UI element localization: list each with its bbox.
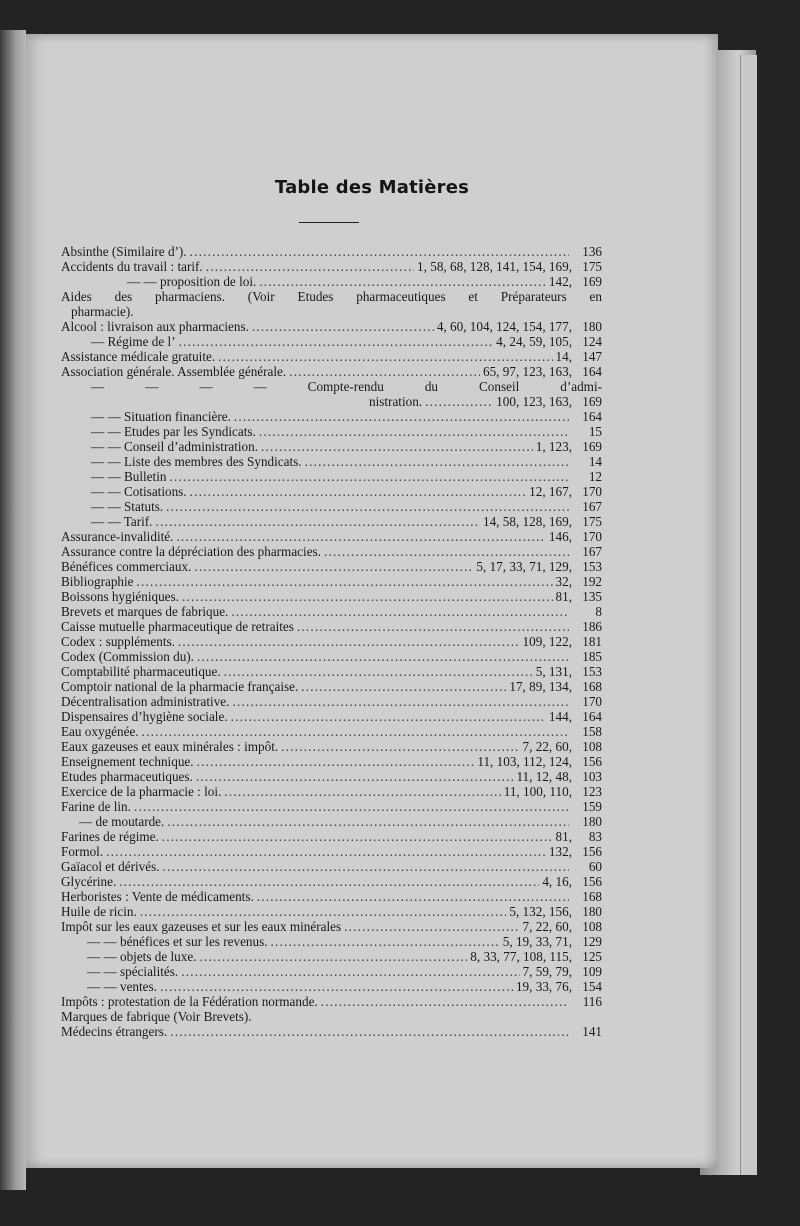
toc-entry-label: — — Etudes par les Syndicats. [91, 424, 256, 439]
toc-entry-last-page: 14 [588, 454, 602, 469]
toc-entry [61, 529, 602, 544]
toc-entry-label: Bibliographie [61, 574, 134, 589]
leader-dots [425, 394, 493, 409]
toc-entry [61, 274, 602, 289]
leader-dots [257, 889, 569, 904]
toc-entry [61, 499, 602, 514]
toc-entry-last-page: 141 [582, 1024, 602, 1039]
toc-entry [61, 814, 602, 829]
toc-entry-label: Dispensaires d’hygiène sociale. [61, 709, 228, 724]
leader-dots [234, 409, 569, 424]
toc-entry [61, 694, 602, 709]
toc-entry-last-page: 135 [582, 589, 602, 604]
leader-dots [324, 544, 569, 559]
toc-entry [61, 799, 602, 814]
toc-entry-label: nistration. [369, 394, 423, 409]
toc-entry-last-page: 192 [582, 574, 602, 589]
toc-entry-pages: 11, 100, 110, [503, 784, 572, 799]
toc-entry-last-page: 60 [588, 859, 602, 874]
leader-dots [197, 649, 569, 664]
toc-entry-last-page: 175 [582, 514, 602, 529]
toc-entry-pages: 109, 122, [522, 634, 572, 649]
toc-entry-label: — — Situation financière. [91, 409, 231, 424]
toc-entry-label: Médecins étrangers. [61, 1024, 168, 1039]
toc-entry-label: Impôts : protestation de la Fédération normande. [61, 994, 318, 1009]
toc-entry-last-page: 167 [582, 544, 602, 559]
toc-entry-label: Herboristes : Vente de médicaments. [61, 889, 254, 904]
toc-entry-last-page: 158 [582, 724, 602, 739]
toc-entry [61, 874, 602, 889]
toc-entry-last-page: 129 [582, 934, 602, 949]
toc-entry [61, 979, 602, 994]
toc-entry-label: Aides des pharmaciens. (Voir Etudes pharmaceutiques et Préparateurs en [61, 289, 602, 304]
toc-entry-pages: 5, 19, 33, 71, [502, 934, 572, 949]
toc-entry-label: Codex : suppléments. [61, 634, 175, 649]
toc-entry-label: — — — — Compte-rendu du Conseil d’admi- [91, 379, 602, 394]
toc-entry-pages: 4, 24, 59, 105, [496, 334, 572, 349]
toc-entry-last-page: 164 [582, 709, 602, 724]
leader-dots [224, 784, 500, 799]
toc-entry-last-page: 109 [582, 964, 602, 979]
toc-entry-label: Caisse mutuelle pharmaceutique de retraites [61, 619, 294, 634]
toc-entry-last-page: 170 [582, 484, 602, 499]
leader-dots [232, 694, 569, 709]
toc-entry-last-page: 180 [582, 319, 602, 334]
toc-entry [61, 709, 602, 724]
left-page-edge [0, 30, 26, 1190]
title-rule [299, 222, 359, 223]
toc-entry-pages: 5, 17, 33, 71, 129, [476, 559, 572, 574]
toc-entry-label: Etudes pharmaceutiques. [61, 769, 193, 784]
toc-entry-label: Accidents du travail : tarif. [61, 259, 203, 274]
toc-entry-last-page: 156 [582, 754, 602, 769]
toc-entry-label: Brevets et marques de fabrique. [61, 604, 229, 619]
toc-entry [61, 349, 602, 364]
leader-dots [137, 574, 553, 589]
leader-dots [176, 529, 545, 544]
toc-entry-last-page: 167 [582, 499, 602, 514]
toc-entry [61, 259, 602, 274]
toc-entry [61, 364, 602, 379]
toc-entry-last-page: 164 [582, 409, 602, 424]
toc-entry-last-page: 180 [582, 814, 602, 829]
leader-dots [160, 979, 513, 994]
leader-dots [181, 964, 519, 979]
toc-entry-label: Assurance-invalidité. [61, 529, 174, 544]
toc-entry-pages: 4, 60, 104, 124, 154, 177, [436, 319, 572, 334]
book-page [26, 34, 718, 1168]
leader-dots [167, 814, 569, 829]
toc-entry-last-page: 185 [582, 649, 602, 664]
toc-entry [61, 454, 602, 469]
toc-entry-pages: 5, 132, 156, [509, 904, 572, 919]
toc-entry-last-page: 154 [582, 979, 602, 994]
toc-entry [61, 679, 602, 694]
toc-entry [61, 919, 602, 934]
toc-entry-last-page: 175 [582, 259, 602, 274]
toc-entry-pages: 1, 123, [535, 439, 572, 454]
toc-entry-label: — — Cotisations. [91, 484, 187, 499]
leader-dots [259, 424, 569, 439]
toc-entry [61, 379, 602, 394]
toc-entry-pages: 11, 12, 48, [516, 769, 572, 784]
toc-entry [61, 604, 602, 619]
toc-entry-label: — — Statuts. [91, 499, 164, 514]
toc-entry-label: Marques de fabrique (Voir Brevets). [61, 1009, 252, 1024]
toc-entry [61, 589, 602, 604]
toc-entry-last-page: 186 [582, 619, 602, 634]
toc-entry-label: Bénéfices commerciaux. [61, 559, 192, 574]
leader-dots [190, 484, 527, 499]
toc-entry-label: Décentralisation administrative. [61, 694, 230, 709]
toc-entry-last-page: 12 [588, 469, 602, 484]
leader-dots [259, 274, 546, 289]
toc-entry-label: Absinthe (Similaire d’). [61, 244, 187, 259]
toc-entry-pages: 8, 33, 77, 108, 115, [470, 949, 572, 964]
leader-dots [344, 919, 519, 934]
toc-entry-last-page: 8 [595, 604, 602, 619]
toc-entry-last-page: 153 [582, 559, 602, 574]
toc-entry-last-page: 103 [582, 769, 602, 784]
toc-entry-label: Enseignement technique. [61, 754, 194, 769]
toc-entry-last-page: 153 [582, 664, 602, 679]
toc-entry [61, 994, 602, 1009]
table-of-contents [61, 244, 602, 1039]
toc-entry [61, 439, 602, 454]
toc-entry-pages: 146, [548, 529, 572, 544]
toc-entry [61, 754, 602, 769]
toc-entry [61, 949, 602, 964]
page-title: Table des Matières [274, 177, 470, 198]
toc-entry-pages: 132, [548, 844, 572, 859]
toc-entry-pages: 4, 16, [542, 874, 572, 889]
toc-entry-last-page: 180 [582, 904, 602, 919]
toc-entry [61, 544, 602, 559]
toc-entry-label: — — ventes. [87, 979, 157, 994]
toc-entry [61, 769, 602, 784]
toc-entry [61, 289, 602, 304]
leader-dots [170, 1024, 569, 1039]
toc-entry [61, 244, 602, 259]
toc-entry-pages: 7, 22, 60, [522, 919, 572, 934]
toc-entry-label: Huile de ricin. [61, 904, 137, 919]
toc-entry-pages: 19, 33, 76, [515, 979, 572, 994]
leader-dots [218, 349, 552, 364]
toc-entry-last-page: 170 [582, 529, 602, 544]
toc-entry [61, 334, 602, 349]
toc-entry [61, 574, 602, 589]
toc-entry [61, 394, 602, 409]
leader-dots [196, 769, 514, 784]
leader-dots [169, 469, 569, 484]
toc-entry [61, 424, 602, 439]
toc-entry-last-page: 108 [582, 739, 602, 754]
toc-entry-label: Eaux gazeuses et eaux minérales : impôt. [61, 739, 279, 754]
toc-entry-label: Impôt sur les eaux gazeuses et sur les eaux minérales [61, 919, 342, 934]
toc-entry-last-page: 124 [582, 334, 602, 349]
toc-entry-last-page: 123 [582, 784, 602, 799]
toc-entry [61, 1009, 602, 1024]
toc-entry-last-page: 181 [582, 634, 602, 649]
toc-entry-last-page: 169 [582, 274, 602, 289]
toc-entry-last-page: 147 [582, 349, 602, 364]
toc-entry-pages: 65, 97, 123, 163, [482, 364, 572, 379]
toc-entry-label: Farines de régime. [61, 829, 159, 844]
leader-dots [106, 844, 546, 859]
leader-dots [179, 334, 494, 349]
toc-entry [61, 1024, 602, 1039]
toc-entry-last-page: 170 [582, 694, 602, 709]
toc-entry-pages: 14, [555, 349, 572, 364]
toc-entry-label: — — Conseil d’administration. [91, 439, 259, 454]
toc-entry-pages: 12, 167, [529, 484, 572, 499]
leader-dots [142, 724, 569, 739]
toc-entry [61, 904, 602, 919]
toc-entry-pages: 100, 123, 163, [496, 394, 572, 409]
toc-entry-label: Boissons hygiéniques. [61, 589, 179, 604]
toc-entry-last-page: 83 [588, 829, 602, 844]
leader-dots [281, 739, 519, 754]
toc-entry [61, 304, 602, 319]
toc-entry-label: — — proposition de loi. [127, 274, 257, 289]
leader-dots [190, 244, 569, 259]
toc-entry-last-page: 169 [582, 394, 602, 409]
leader-dots [252, 319, 434, 334]
toc-entry-label: — — objets de luxe. [87, 949, 197, 964]
toc-entry [61, 484, 602, 499]
toc-entry [61, 319, 602, 334]
toc-entry-last-page: 108 [582, 919, 602, 934]
leader-dots [271, 934, 500, 949]
toc-entry-label: Exercice de la pharmacie : loi. [61, 784, 222, 799]
toc-entry-last-page: 116 [582, 994, 602, 1009]
toc-entry-label: — Régime de l’ [91, 334, 176, 349]
leader-dots [155, 514, 480, 529]
toc-entry-label: Alcool : livraison aux pharmaciens. [61, 319, 249, 334]
toc-entry-label: — — Liste des membres des Syndicats. [91, 454, 302, 469]
toc-entry-label: — — Bulletin [91, 469, 167, 484]
leader-dots [119, 874, 539, 889]
toc-entry-pages: 32, [555, 574, 572, 589]
leader-dots [301, 679, 506, 694]
leader-dots [231, 604, 569, 619]
leader-dots [140, 904, 507, 919]
toc-entry [61, 889, 602, 904]
toc-entry-label: Eau oxygénée. [61, 724, 139, 739]
leader-dots [194, 559, 473, 574]
toc-entry-label: pharmacie). [71, 304, 134, 319]
toc-entry-label: Gaïacol et dérivés. [61, 859, 160, 874]
leader-dots [224, 664, 533, 679]
toc-entry [61, 649, 602, 664]
leader-dots [200, 949, 468, 964]
toc-entry [61, 844, 602, 859]
toc-entry [61, 829, 602, 844]
toc-entry [61, 559, 602, 574]
toc-entry-label: Comptabilité pharmaceutique. [61, 664, 221, 679]
toc-entry-pages: 5, 131, [535, 664, 572, 679]
page-stack-edge-inner [740, 55, 757, 1175]
toc-entry-pages: 144, [548, 709, 572, 724]
toc-entry-last-page: 169 [582, 439, 602, 454]
toc-entry-pages: 142, [548, 274, 572, 289]
toc-entry [61, 859, 602, 874]
toc-entry-pages: 17, 89, 134, [509, 679, 572, 694]
toc-entry-pages: 7, 59, 79, [522, 964, 572, 979]
leader-dots [163, 859, 570, 874]
toc-entry [61, 934, 602, 949]
toc-entry-last-page: 164 [582, 364, 602, 379]
leader-dots [305, 454, 569, 469]
leader-dots [206, 259, 414, 274]
toc-entry-label: — de moutarde. [79, 814, 165, 829]
toc-entry-last-page: 168 [582, 889, 602, 904]
toc-entry [61, 784, 602, 799]
leader-dots [261, 439, 533, 454]
toc-entry-label: Association générale. Assemblée générale. [61, 364, 287, 379]
toc-entry-last-page: 125 [582, 949, 602, 964]
leader-dots [162, 829, 553, 844]
toc-entry-last-page: 136 [582, 244, 602, 259]
toc-entry-label: Formol. [61, 844, 104, 859]
toc-entry-label: — — spécialités. [87, 964, 179, 979]
toc-entry-label: Codex (Commission du). [61, 649, 194, 664]
leader-dots [289, 364, 480, 379]
toc-entry [61, 469, 602, 484]
toc-entry-pages: 14, 58, 128, 169, [482, 514, 572, 529]
toc-entry-last-page: 15 [588, 424, 602, 439]
toc-entry-pages: 7, 22, 60, [522, 739, 572, 754]
toc-entry-last-page: 156 [582, 844, 602, 859]
toc-entry-label: Comptoir national de la pharmacie française. [61, 679, 299, 694]
toc-entry-label: — — bénéfices et sur les revenus. [87, 934, 268, 949]
toc-entry [61, 724, 602, 739]
toc-entry-pages: 11, 103, 112, 124, [477, 754, 572, 769]
leader-dots [297, 619, 569, 634]
toc-entry-last-page: 159 [582, 799, 602, 814]
leader-dots [182, 589, 553, 604]
toc-entry [61, 739, 602, 754]
leader-dots [178, 634, 520, 649]
toc-entry [61, 634, 602, 649]
leader-dots [321, 994, 569, 1009]
leader-dots [197, 754, 475, 769]
toc-entry-label: Farine de lin. [61, 799, 131, 814]
toc-entry-last-page: 168 [582, 679, 602, 694]
toc-entry-pages: 81, [555, 829, 572, 844]
toc-entry [61, 619, 602, 634]
toc-entry-last-page: 156 [582, 874, 602, 889]
toc-entry [61, 964, 602, 979]
leader-dots [166, 499, 569, 514]
toc-entry-label: Assistance médicale gratuite. [61, 349, 216, 364]
leader-dots [231, 709, 546, 724]
toc-entry-label: — — Tarif. [91, 514, 153, 529]
toc-entry-label: Glycérine. [61, 874, 117, 889]
toc-entry [61, 514, 602, 529]
toc-entry-label: Assurance contre la dépréciation des pharmacies. [61, 544, 321, 559]
leader-dots [134, 799, 569, 814]
toc-entry [61, 409, 602, 424]
toc-entry-pages: 81, [555, 589, 572, 604]
toc-entry-pages: 1, 58, 68, 128, 141, 154, 169, [417, 259, 572, 274]
toc-entry [61, 664, 602, 679]
